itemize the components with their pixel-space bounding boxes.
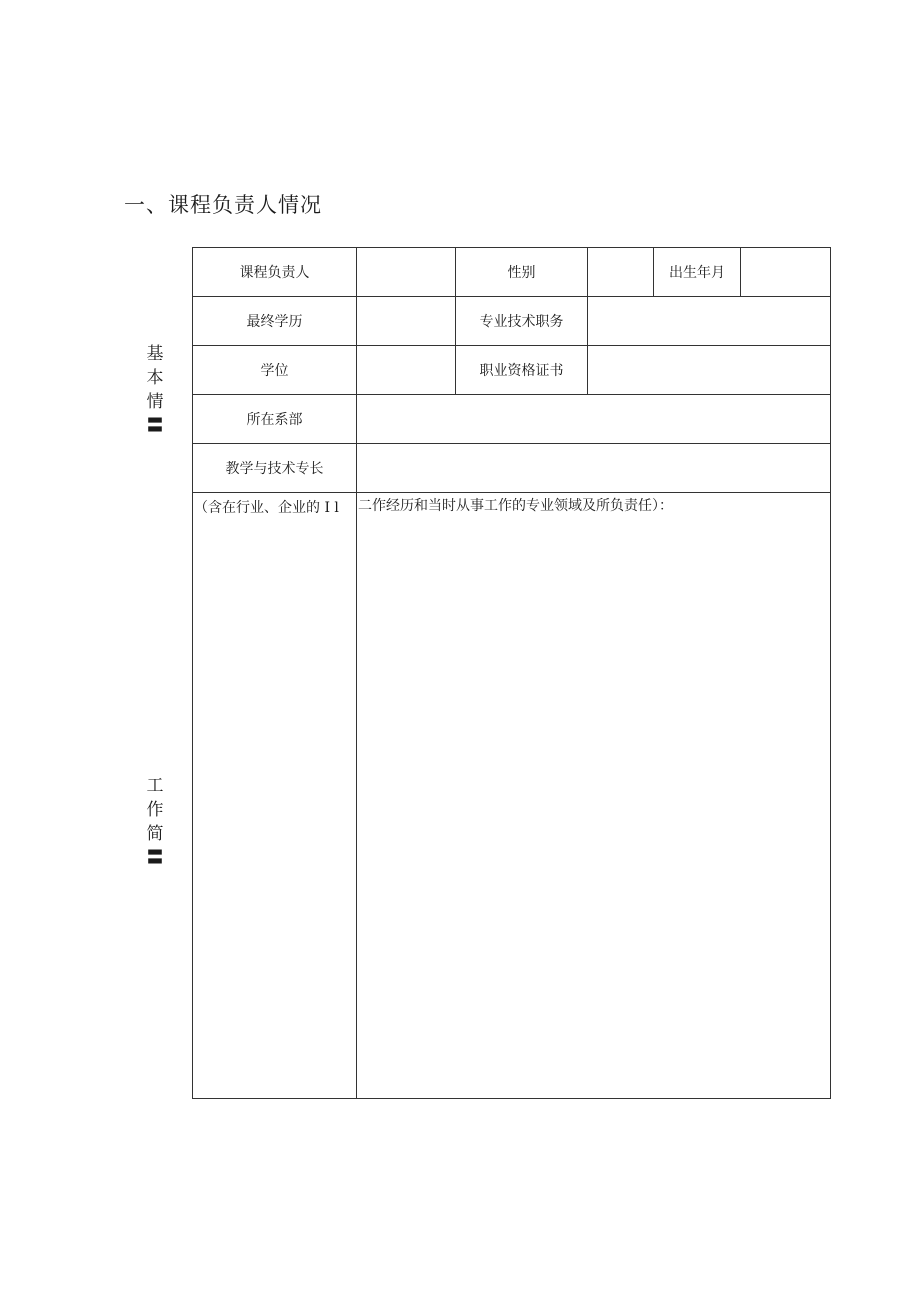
table-border-right (830, 247, 831, 1099)
department-label: 所在系部 (246, 412, 303, 428)
table-border-bottom (192, 1098, 831, 1099)
certificate-field[interactable] (588, 346, 830, 394)
birth-date-field[interactable] (741, 248, 830, 296)
professional-title-label: 专业技术职务 (479, 314, 564, 330)
leader-label: 课程负责人 (239, 265, 310, 281)
certificate-label: 职业资格证书 (479, 363, 564, 379)
gender-label: 性别 (507, 265, 536, 281)
side-label-basic-info (142, 342, 168, 436)
birth-date-label: 出生年月 (669, 265, 725, 281)
work-history-note-left: （含在行业、企业的 I l (194, 500, 339, 516)
degree-field[interactable] (357, 346, 455, 394)
work-history-field[interactable] (357, 520, 830, 1098)
work-history-note-right: 二作经历和当时从事工作的专业领域及所负责任）： (358, 498, 673, 514)
degree-label: 学位 (260, 363, 289, 379)
side-char: 情 (146, 392, 164, 412)
section-title: 一、课程负责人情况 (124, 193, 322, 217)
row-divider (192, 492, 831, 493)
side-char: 本 (146, 368, 164, 388)
side-label-work-history (142, 774, 168, 868)
gender-field[interactable] (588, 248, 653, 296)
side-char: 工 (146, 776, 164, 796)
expertise-field[interactable] (357, 444, 830, 492)
side-char: 基 (146, 344, 164, 364)
side-char: 〓 (146, 416, 164, 436)
leader-field[interactable] (357, 248, 455, 296)
side-char: 作 (146, 800, 164, 820)
expertise-label: 教学与技术专长 (225, 461, 324, 477)
department-field[interactable] (357, 395, 830, 443)
side-char: 〓 (146, 848, 164, 868)
education-field[interactable] (357, 297, 455, 345)
education-label: 最终学历 (246, 314, 303, 330)
professional-title-field[interactable] (588, 297, 830, 345)
side-char: 简 (146, 824, 164, 844)
